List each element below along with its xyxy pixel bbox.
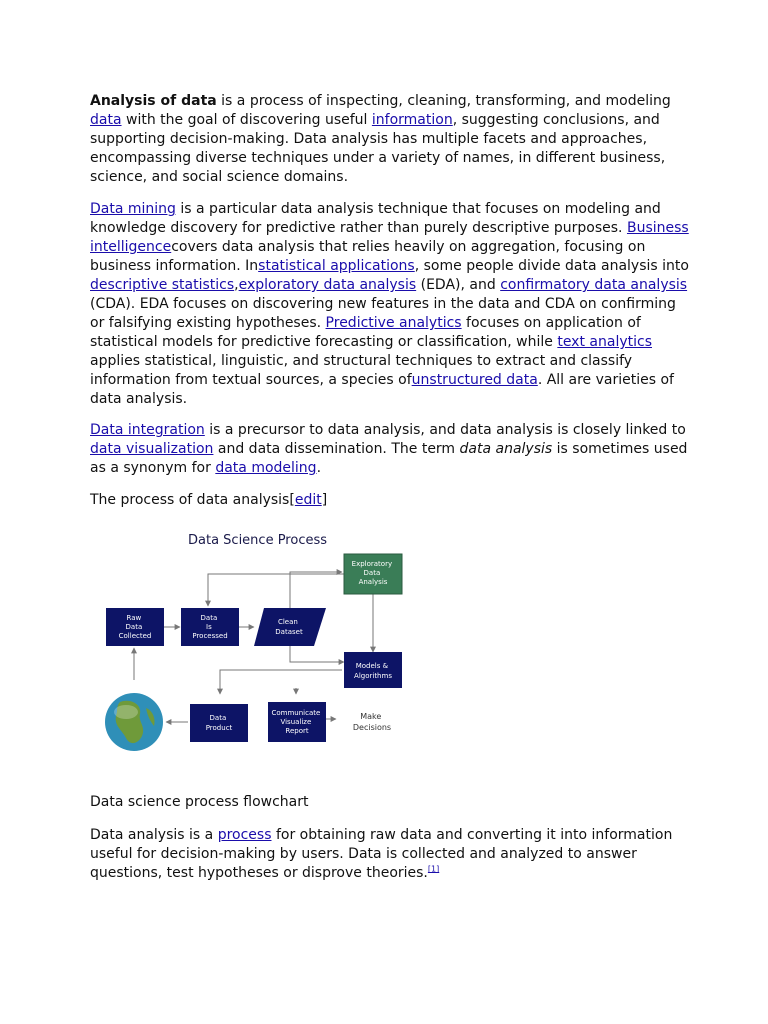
text-span: ,	[234, 277, 239, 293]
globe-icon	[105, 693, 163, 751]
bracket: [	[289, 492, 295, 508]
text-span: , some people divide data analysis into	[414, 258, 689, 274]
link-process[interactable]: process	[217, 827, 272, 843]
text-span: is a particular data analysis technique that focuses on modeling and knowledge discovery for predictive rather than purely descriptive purposes.	[90, 201, 661, 236]
link-information[interactable]: information	[371, 112, 453, 128]
link-business-intelligence[interactable]: Business intelligence	[90, 220, 689, 255]
bracket: ]	[321, 492, 328, 508]
data-product-box	[190, 704, 248, 742]
models-box	[344, 652, 402, 688]
raw-data-label: Raw Data Collected	[118, 614, 152, 640]
text-span: focuses on application of statistical models for predictive forecasting or classification, while	[90, 315, 641, 350]
text-span: applies statistical, linguistic, and structural techniques to extract and classify information from textual sources, a species of	[90, 353, 633, 388]
term-data-analysis: data analysis	[459, 441, 553, 457]
link-data[interactable]: data	[90, 112, 122, 128]
flow-arrows	[134, 572, 373, 722]
make-decisions-label: Make Decisions	[352, 712, 392, 732]
link-exploratory-data-analysis[interactable]: exploratory data analysis	[238, 277, 417, 293]
text-span: for obtaining raw data and converting it into information useful for decision-making by users. Data is collected and analyzed to answer questions, test hypotheses or disprove theories.	[90, 827, 673, 881]
data-science-process-figure	[96, 522, 416, 762]
text-span: Data analysis is a	[90, 827, 218, 843]
heading-text: The process of data analysis	[90, 492, 290, 508]
text-span: .	[316, 460, 322, 476]
text-span: . All are varieties of data analysis.	[90, 372, 674, 407]
text-span: is sometimes used as a synonym for	[90, 441, 688, 476]
reference-link[interactable]: [1]	[427, 864, 440, 874]
link-data-mining[interactable]: Data mining	[90, 201, 176, 217]
link-confirmatory-data-analysis[interactable]: confirmatory data analysis	[500, 277, 688, 293]
link-data-integration[interactable]: Data integration	[90, 422, 205, 438]
text-span: is a process of inspecting, cleaning, transforming, and modeling	[216, 93, 671, 109]
link-descriptive-statistics[interactable]: descriptive statistics	[90, 277, 235, 293]
data-product-label: Data Product	[205, 714, 233, 732]
data-processed-label: Data Is Processed	[192, 614, 228, 640]
clean-dataset-label: Clean Dataset	[275, 618, 303, 636]
data-integration-paragraph	[90, 421, 690, 478]
clean-dataset-shape	[254, 608, 326, 646]
link-data-visualization[interactable]: data visualization	[90, 441, 214, 457]
link-data-modeling[interactable]: data modeling	[215, 460, 317, 476]
text-span: , suggesting conclusions, and supporting decision-making. Data analysis has multiple facets and approaches, encompassing diverse techniques under a variety of names, in different business, science, and social science domains.	[90, 112, 666, 185]
link-unstructured-data[interactable]: unstructured data	[411, 372, 538, 388]
link-statistical-applications[interactable]: statistical applications	[258, 258, 415, 274]
edit-link[interactable]: edit	[294, 492, 322, 508]
process-paragraph	[90, 826, 690, 883]
eda-label: Exploratory Data Analysis	[351, 560, 393, 586]
flowchart-diagram	[96, 522, 416, 762]
figure-caption: Data science process flowchart	[90, 794, 309, 810]
text-span: with the goal of discovering useful	[121, 112, 372, 128]
text-span: (EDA), and	[416, 277, 501, 293]
term-analysis-of-data: Analysis of data	[90, 93, 217, 109]
text-span: and data dissemination. The term	[213, 441, 460, 457]
link-predictive-analytics[interactable]: Predictive analytics	[325, 315, 462, 331]
communicate-label: Communicate Visualize Report	[271, 709, 321, 735]
intro-paragraph	[90, 92, 690, 187]
link-text-analytics[interactable]: text analytics	[557, 334, 652, 350]
text-span: is a precursor to data analysis, and data analysis is closely linked to	[204, 422, 686, 438]
data-mining-paragraph	[90, 200, 690, 409]
figure-title: Data Science Process	[188, 533, 328, 548]
text-span: (CDA). EDA focuses on discovering new features in the data and CDA on confirming or falsifying existing hypotheses.	[90, 296, 676, 331]
section-heading	[90, 491, 690, 510]
models-label: Models & Algorithms	[354, 662, 392, 680]
text-span: covers data analysis that relies heavily on aggregation, focusing on business information. In	[90, 239, 646, 274]
